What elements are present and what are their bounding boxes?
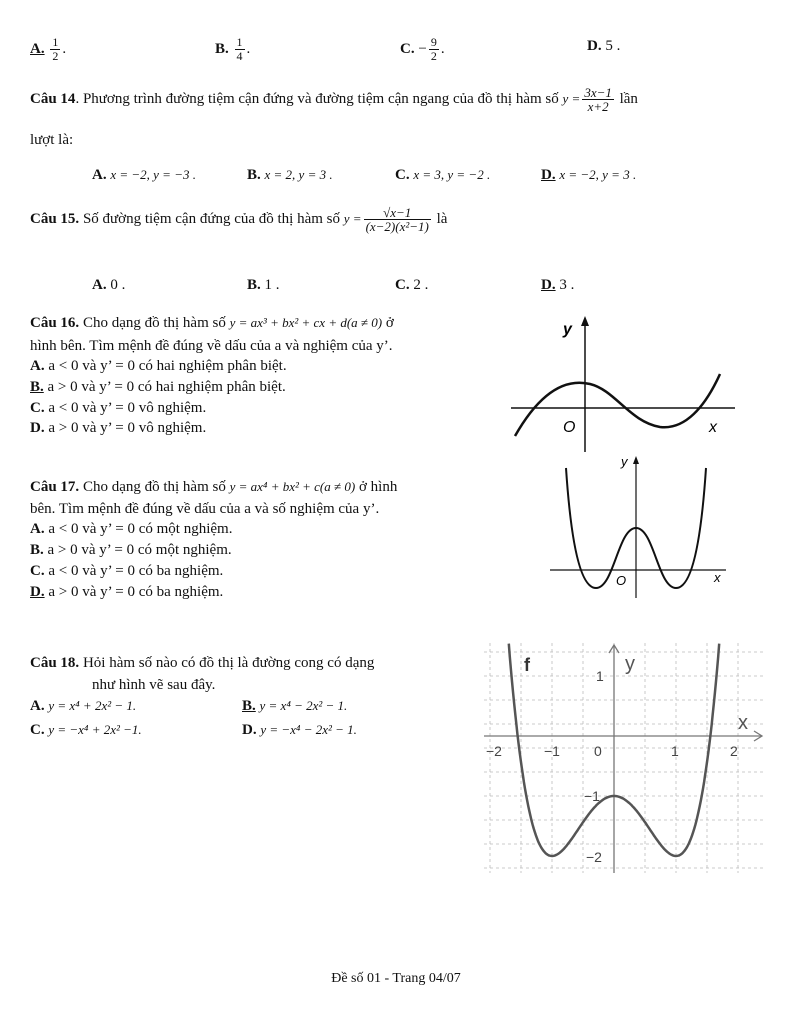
q17-question-line1: Câu 17. Cho dạng đồ thị hàm số y = ax⁴ + bx² + c(a ≠ 0) ở hình [30,479,398,495]
q15-text-after: là [436,210,448,227]
q18-x-tick-0: 0 [594,743,602,759]
q14-option-a[interactable]: A. x = −2, y = −3 . [92,167,196,183]
q16-graph [505,312,745,452]
q18-y-tick-1: 1 [596,668,604,684]
q16-x-label: x [709,419,717,436]
q16-y-arrow-icon [581,316,589,326]
q16-option-a[interactable]: A. a < 0 và y’ = 0 có hai nghiệm phân biệt. [30,358,287,374]
q15-option-c[interactable]: C. 2 . [395,277,429,293]
q15-func-lhs: y = [343,210,362,226]
q18-y-label: y [625,653,635,675]
q18-x-tick-neg1: −1 [544,743,560,759]
page-footer: Đề số 01 - Trang 04/07 [331,971,461,986]
q18-graph [484,643,766,873]
q13-option-d[interactable] [587,38,620,55]
q17-graph [548,448,738,600]
q14-func-lhs: y = [562,90,581,106]
q13-option-c-fraction: $\frac{9}{2}$ [430,35,437,63]
q13-option-a-fraction: $\frac{1}{2}$ [52,35,59,63]
q18-f-label: f [524,655,530,675]
q16-label: Câu 16. [30,315,80,331]
q14-option-b[interactable]: B. x = 2, y = 3 . [247,167,333,183]
q14-text-after: lần [619,90,638,107]
q17-func: y = ax⁴ + bx² + c(a ≠ 0) [229,479,356,494]
q18-y-tick-neg2: −2 [586,849,602,865]
q18-question-line2: như hình vẽ sau đây. [92,677,216,693]
q18-x-tick-2: 2 [730,743,738,759]
q16-option-b[interactable]: B. a > 0 và y’ = 0 có hai nghiệm phân biệt. [30,379,286,395]
q13-option-a[interactable]: A. $\frac{1}{2}$ . [30,35,67,63]
q13-option-c-key: C. [400,40,415,57]
q18-question-line1: Câu 18. Hỏi hàm số nào có đồ thị là đường cong có dạng [30,655,375,671]
q17-origin-label: O [616,573,627,588]
q18-option-d[interactable]: D. y = −x⁴ − 2x² − 1. [242,722,357,738]
q18-option-b[interactable]: B. y = x⁴ − 2x² − 1. [242,698,348,714]
q16-option-c[interactable]: C. a < 0 và y’ = 0 vô nghiệm. [30,400,207,416]
q15-func-fraction: $\frac{√x-1}{\text{(x−2)(x²−1)}}$ [365,205,429,234]
q17-label: Câu 17. [30,479,80,495]
q18-x-tick-neg2: −2 [486,743,502,759]
q18-x-label: x [738,712,748,734]
q13-option-c[interactable]: C. − $\frac{9}{2}$ . [400,35,445,63]
q14-option-d[interactable]: D. x = −2, y = 3 . [541,167,637,183]
q17-question-line2: bên. Tìm mệnh đề đúng về dấu của a và số nghiệm của y’. [30,501,380,517]
q13-option-d-value: 5 . [605,38,621,54]
q15-label: Câu 15. [30,210,80,227]
q14-option-c[interactable]: C. x = 3, y = −2 . [395,167,491,183]
q16-option-d[interactable]: D. a > 0 và y’ = 0 vô nghiệm. [30,420,207,436]
q16-question-line1: Câu 16. Cho dạng đồ thị hàm số y = ax³ + bx² + cx + d(a ≠ 0) ở [30,315,394,331]
q15-text: Số đường tiệm cận đứng của đồ thị hàm số [82,210,341,227]
q17-x-label: x [714,570,721,585]
q17-y-label: y [621,454,628,469]
q18-y-tick-neg1: −1 [584,788,600,804]
q16-y-label: y [563,321,572,338]
q13-option-d-key: D. [587,38,602,54]
q14-label: Câu 14 [30,90,76,107]
q18-x-tick-1: 1 [671,743,679,759]
q13-option-b[interactable]: B. $\frac{1}{4}$ . [215,35,251,63]
q13-option-a-key: A. [30,40,45,57]
q13-option-b-key: B. [215,40,229,57]
q15-option-d[interactable]: D. 3 . [541,277,575,293]
q18-option-a[interactable]: A. y = x⁴ + 2x² − 1. [30,698,137,714]
q14-func-fraction: $\frac{3x-1}{x+2}$ [584,85,612,114]
q15-question [30,206,447,233]
q14-text: . Phương trình đường tiệm cận đứng và đường tiệm cận ngang của đồ thị hàm số [75,90,559,107]
q18-label: Câu 18. [30,655,80,671]
q17-option-d[interactable]: D. a > 0 và y’ = 0 có ba nghiệm. [30,584,224,600]
q13-option-b-fraction: $\frac{1}{4}$ [236,35,243,63]
q16-curve [515,374,720,436]
q16-origin-label: O [563,419,576,436]
q15-option-a[interactable]: A. 0 . [92,277,126,293]
q16-func: y = ax³ + bx² + cx + d(a ≠ 0) [229,315,383,330]
q18-grid [484,643,764,873]
q17-y-arrow-icon [633,456,639,464]
q17-option-c[interactable]: C. a < 0 và y’ = 0 có ba nghiệm. [30,563,224,579]
q15-option-b[interactable]: B. 1 . [247,277,280,293]
q14-text-line2: lượt là: [30,132,74,148]
q17-option-b[interactable]: B. a > 0 và y’ = 0 có một nghiệm. [30,542,232,558]
q14-question [30,86,638,113]
q18-option-c[interactable]: C. y = −x⁴ + 2x² −1. [30,722,142,738]
q17-option-a[interactable]: A. a < 0 và y’ = 0 có một nghiệm. [30,521,233,537]
q16-question-line2: hình bên. Tìm mệnh đề đúng về dấu của a và nghiệm của y’. [30,338,393,354]
